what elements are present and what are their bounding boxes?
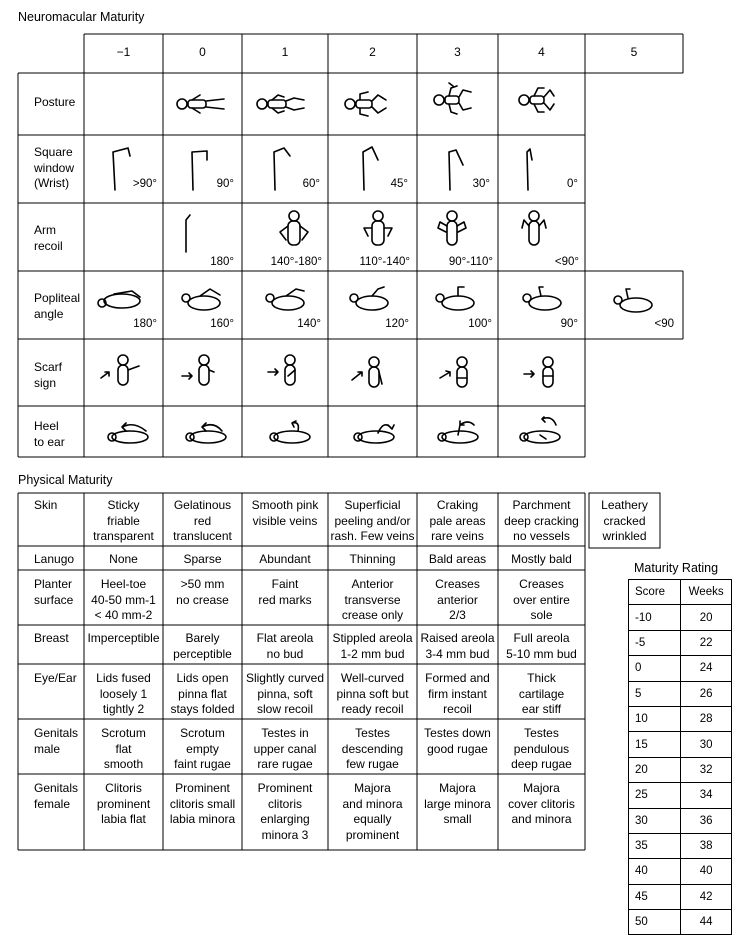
pm-female-3: Majora large minora small bbox=[424, 781, 491, 826]
mr-weeks: 22 bbox=[681, 630, 732, 655]
pop-deg-0: 160° bbox=[210, 318, 234, 330]
pm-male-3: Testes down good rugae bbox=[424, 726, 491, 756]
pm-planter-4: Creases over entire sole bbox=[513, 577, 570, 622]
pm-breast-1: Flat areola no bud bbox=[256, 631, 314, 661]
maturity-rating-title: Maturity Rating bbox=[634, 561, 719, 575]
pm-skin-3: Craking pale areas rare veins bbox=[429, 498, 486, 543]
pm-breast-2: Stippled areola 1-2 mm bud bbox=[332, 631, 413, 661]
pm-eye-1: Slightly curved pinna, soft slow recoil bbox=[245, 671, 325, 716]
mr-score: 20 bbox=[629, 757, 681, 782]
pm-planter-3: Creases anterior 2/3 bbox=[435, 577, 480, 622]
pm-breast-3: Raised areola 3-4 mm bud bbox=[420, 631, 495, 661]
pop-deg-1: 140° bbox=[297, 318, 321, 330]
mr-weeks: 40 bbox=[681, 859, 732, 884]
pm-male-0: Scrotum empty faint rugae bbox=[174, 726, 231, 771]
pm-planter-2: Anterior transverse crease only bbox=[341, 577, 404, 622]
mr-weeks: 38 bbox=[681, 833, 732, 858]
pm-lanugo-4: Mostly bald bbox=[511, 552, 572, 566]
mr-weeks: 30 bbox=[681, 732, 732, 757]
table-row bbox=[629, 884, 732, 909]
pm-planter-1: Faint red marks bbox=[258, 577, 312, 607]
table-row bbox=[629, 808, 732, 833]
mr-weeks: 28 bbox=[681, 706, 732, 731]
pop-deg-neg1: 180° bbox=[133, 318, 157, 330]
mr-score: 35 bbox=[629, 833, 681, 858]
mr-weeks: 44 bbox=[681, 910, 732, 935]
pm-planter-neg1: Heel-toe 40-50 mm-1 < 40 mm-2 bbox=[91, 577, 156, 622]
table-row bbox=[629, 910, 732, 935]
table-row bbox=[629, 783, 732, 808]
mr-score: 0 bbox=[629, 656, 681, 681]
maturity-rating-table bbox=[628, 579, 732, 935]
pop-deg-5: <90 bbox=[654, 318, 674, 330]
pm-skin-4: Parchment deep cracking no vessels bbox=[504, 498, 579, 543]
pm-male-4: Testes pendulous deep rugae bbox=[511, 726, 572, 771]
pm-lanugo-3: Bald areas bbox=[428, 552, 487, 566]
row-label-posture: Posture bbox=[34, 95, 76, 109]
pm-skin-neg1: Sticky friable transparent bbox=[93, 498, 154, 543]
neuromuscular-title: Neuromacular Maturity bbox=[18, 10, 145, 24]
table-row bbox=[629, 630, 732, 655]
pm-planter-0: >50 mm no crease bbox=[176, 577, 229, 607]
pm-eye-2: Well-curved pinna soft but ready recoil bbox=[336, 671, 409, 716]
arm-deg-2: 110°-140° bbox=[359, 256, 410, 268]
arm-deg-4: <90° bbox=[554, 256, 579, 268]
mr-score: -5 bbox=[629, 630, 681, 655]
maturity-rating-header bbox=[629, 580, 732, 605]
table-row bbox=[629, 732, 732, 757]
pm-lanugo-neg1: None bbox=[109, 552, 138, 566]
pm-male-1: Testes in upper canal rare rugae bbox=[253, 726, 317, 771]
row-label-arm-recoil: Arm recoil bbox=[34, 223, 63, 253]
pm-label-genitals-male: Genitals male bbox=[34, 726, 79, 756]
pm-label-breast: Breast bbox=[34, 631, 69, 645]
pm-label-skin: Skin bbox=[34, 498, 58, 512]
sq-deg-3: 30° bbox=[472, 178, 490, 190]
sq-deg-2: 45° bbox=[390, 178, 408, 190]
table-row bbox=[629, 681, 732, 706]
table-row bbox=[629, 833, 732, 858]
sq-deg-0: 90° bbox=[216, 178, 234, 190]
mr-header-score: Score bbox=[629, 580, 681, 605]
pm-label-lanugo: Lanugo bbox=[34, 552, 75, 566]
pop-deg-4: 90° bbox=[560, 318, 578, 330]
mr-score: 5 bbox=[629, 681, 681, 706]
pm-breast-neg1: Imperceptible bbox=[87, 631, 160, 645]
sq-deg-1: 60° bbox=[302, 178, 320, 190]
pm-female-0: Prominent clitoris small labia minora bbox=[169, 781, 236, 826]
pm-eye-neg1: Lids fused loosely 1 tightly 2 bbox=[96, 671, 151, 716]
score-header-5: 5 bbox=[630, 45, 638, 59]
pop-deg-2: 120° bbox=[385, 318, 409, 330]
arm-deg-1: 140°-180° bbox=[270, 256, 322, 268]
mr-weeks: 34 bbox=[681, 783, 732, 808]
row-label-scarf: Scarf sign bbox=[34, 360, 63, 390]
arm-deg-3: 90°-110° bbox=[448, 256, 493, 268]
table-row bbox=[629, 757, 732, 782]
score-header-4: 4 bbox=[538, 45, 545, 59]
pm-eye-3: Formed and firm instant recoil bbox=[425, 671, 490, 716]
row-label-popliteal: Popliteal angle bbox=[34, 291, 81, 321]
pm-breast-0: Barely perceptible bbox=[173, 631, 232, 661]
pm-eye-4: Thick cartilage ear stiff bbox=[518, 671, 565, 716]
pm-male-2: Testes descending few rugae bbox=[341, 726, 404, 771]
sq-deg-4: 0° bbox=[567, 178, 578, 190]
pm-female-1: Prominent clitoris enlarging minora 3 bbox=[257, 781, 313, 842]
mr-score: 30 bbox=[629, 808, 681, 833]
row-label-square-window: Square window (Wrist) bbox=[34, 145, 75, 190]
pm-skin-5: Leathery cracked wrinkled bbox=[601, 498, 648, 543]
mr-score: -10 bbox=[629, 605, 681, 630]
mr-score: 10 bbox=[629, 706, 681, 731]
table-row bbox=[629, 859, 732, 884]
pm-label-eye-ear: Eye/Ear bbox=[34, 671, 77, 685]
mr-weeks: 20 bbox=[681, 605, 732, 630]
pm-breast-4: Full areola 5-10 mm bud bbox=[506, 631, 577, 661]
pm-male-neg1: Scrotum flat smooth bbox=[101, 726, 146, 771]
score-header-1: 1 bbox=[281, 45, 289, 59]
pm-label-genitals-female: Genitals female bbox=[34, 781, 79, 811]
mr-score: 25 bbox=[629, 783, 681, 808]
pm-skin-1: Smooth pink visible veins bbox=[251, 498, 319, 528]
sq-deg-neg1: >90° bbox=[132, 178, 157, 190]
pop-deg-3: 100° bbox=[468, 318, 492, 330]
mr-weeks: 36 bbox=[681, 808, 732, 833]
physical-title: Physical Maturity bbox=[18, 473, 113, 487]
mr-score: 50 bbox=[629, 910, 681, 935]
mr-score: 45 bbox=[629, 884, 681, 909]
score-header-2: 2 bbox=[369, 45, 376, 59]
pm-female-4: Majora cover clitoris and minora bbox=[508, 781, 575, 826]
table-row bbox=[629, 605, 732, 630]
mr-weeks: 32 bbox=[681, 757, 732, 782]
pm-lanugo-2: Thinning bbox=[349, 552, 396, 566]
pm-eye-0: Lids open pinna flat stays folded bbox=[170, 671, 235, 716]
mr-weeks: 42 bbox=[681, 884, 732, 909]
pm-female-neg1: Clitoris prominent labia flat bbox=[96, 781, 151, 826]
row-label-heel-ear: Heel to ear bbox=[34, 419, 65, 449]
score-header-neg1: −1 bbox=[116, 45, 131, 59]
pm-lanugo-1: Abundant bbox=[259, 552, 311, 566]
mr-score: 15 bbox=[629, 732, 681, 757]
table-row bbox=[629, 706, 732, 731]
mr-weeks: 26 bbox=[681, 681, 732, 706]
pm-female-2: Majora and minora equally prominent bbox=[342, 781, 403, 842]
pm-label-planter: Planter surface bbox=[34, 577, 74, 607]
score-header-3: 3 bbox=[454, 45, 461, 59]
table-row bbox=[629, 656, 732, 681]
pm-lanugo-0: Sparse bbox=[183, 552, 222, 566]
mr-score: 40 bbox=[629, 859, 681, 884]
mr-header-weeks: Weeks bbox=[681, 580, 732, 605]
mr-weeks: 24 bbox=[681, 656, 732, 681]
arm-deg-0: 180° bbox=[210, 256, 234, 268]
score-header-0: 0 bbox=[199, 45, 206, 59]
pm-skin-0: Gelatinous red translucent bbox=[173, 498, 232, 543]
pm-skin-2: Superficial peeling and/or rash. Few veins bbox=[330, 498, 415, 543]
